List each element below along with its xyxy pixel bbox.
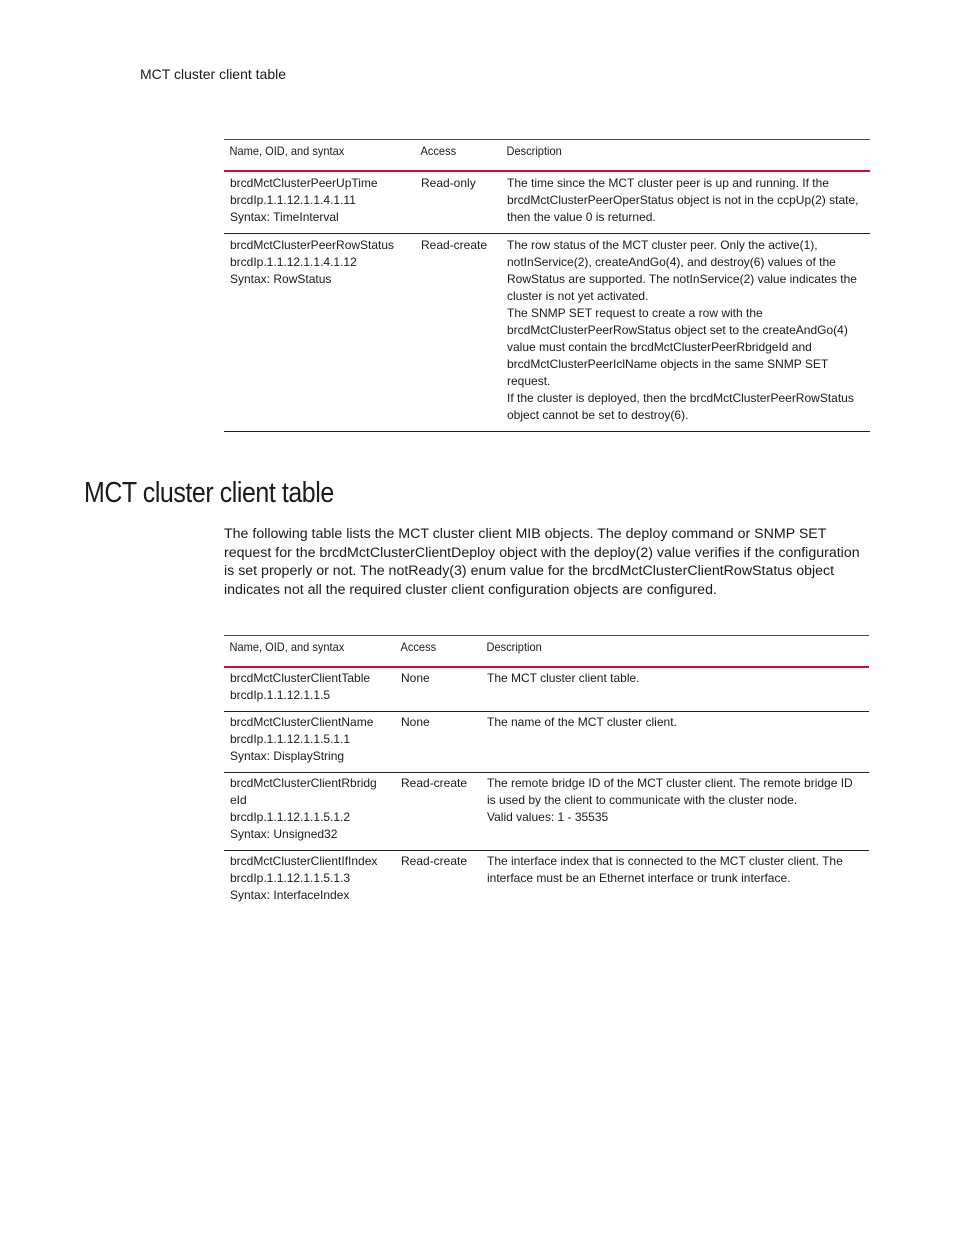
object-name: brcdMctClusterClientIfIndex [230,854,378,868]
table-header-row [224,636,869,668]
description-cell [481,773,869,851]
table-row [224,667,869,712]
access-cell: None [401,671,430,685]
column-header-access: Access [400,640,437,654]
object-syntax: Syntax: DisplayString [230,749,345,763]
table-row [224,712,869,773]
access-cell: Read-create [401,854,468,868]
column-header-name: Name, OID, and syntax [229,144,345,158]
name-cell [224,234,415,432]
column-header-description: Description [486,640,542,654]
description-text: The name of the MCT cluster client. [487,715,677,729]
description-text: The time since the MCT cluster peer is up and running. If the brcdMctClusterPeerOperStatus object is not in the ccpUp(2) state, then the value 0 is returned. [507,176,859,224]
name-cell [224,171,415,234]
column-header-description: Description [506,144,562,158]
object-name: brcdMctClusterPeerUpTime [230,176,378,190]
object-oid: brcdIp.1.1.12.1.1.5.1.3 [230,871,351,885]
object-oid: brcdIp.1.1.12.1.1.5.1.2 [230,810,351,824]
object-oid: brcdIp.1.1.12.1.1.4.1.12 [230,255,357,269]
table-row [224,773,869,851]
table-row [224,851,869,912]
object-name: brcdMctClusterClientTable [230,671,371,685]
object-syntax: Syntax: Unsigned32 [230,827,338,841]
object-oid: brcdIp.1.1.12.1.1.4.1.11 [230,193,356,207]
column-header-name: Name, OID, and syntax [229,640,345,654]
object-name: brcdMctClusterClientName [230,715,374,729]
name-cell [224,773,395,851]
name-cell [224,667,395,712]
table-row [224,171,870,234]
description-text: Valid values: 1 - 35535 [487,810,609,824]
description-text: The remote bridge ID of the MCT cluster client. The remote bridge ID is used by the client to communicate with the cluster node. [487,776,853,807]
object-oid: brcdIp.1.1.12.1.1.5.1.1 [230,732,351,746]
running-header: MCT cluster client table [140,66,287,82]
access-cell: Read-only [421,176,476,190]
column-header-access: Access [420,144,457,158]
access-cell: Read-create [401,776,468,790]
description-cell [501,234,870,432]
intro-paragraph [224,525,864,600]
object-syntax: Syntax: RowStatus [230,272,332,286]
section-title: MCT cluster client table [84,477,334,509]
table-row [224,234,870,432]
description-cell [481,712,869,773]
object-name: brcdMctClusterPeerRowStatus [230,238,395,252]
intro-text: command or SNMP SET request for the brcdMctClusterClientDeploy object with the deploy(2) value verifies if the configuration is set properly or not. The notReady(3) enum value for the brcdMctClusterClientRowStatus object indicates not all the required cluster client configuration objects are configured. [224,526,860,599]
description-text: The SNMP SET request to create a row with the brcdMctClusterPeerRowStatus object set to the createAndGo(4) value must contain the brcdMctClusterPeerRbridgeId and brcdMctClusterPeerIclName objects in the same SNMP SET request. [507,306,848,388]
object-oid: brcdIp.1.1.12.1.1.5 [230,688,331,702]
description-cell [481,851,869,912]
command-name: deploy [625,526,668,542]
access-cell: None [401,715,430,729]
object-name-continued: eId [230,793,247,807]
description-text: The row status of the MCT cluster peer. Only the active(1), notInService(2), createAndGo(4), and destroy(6) values of the RowStatus are supported. The notInService(2) value indicates the cluster is not yet activated. [507,238,857,303]
client-mib-table [224,635,869,911]
table-header-row [224,140,870,172]
object-syntax: Syntax: InterfaceIndex [230,888,350,902]
peer-mib-table [224,139,870,432]
name-cell [224,712,395,773]
object-syntax: Syntax: TimeInterval [230,210,339,224]
description-text: If the cluster is deployed, then the brcdMctClusterPeerRowStatus object cannot be set to destroy(6). [507,391,854,422]
object-name: brcdMctClusterClientRbridg [230,776,377,790]
description-text: The MCT cluster client table. [487,671,640,685]
description-cell [481,667,869,712]
intro-text: The following table lists the MCT cluster client MIB objects. The [224,526,626,542]
description-cell [501,171,870,234]
name-cell [224,851,395,912]
description-text: The interface index that is connected to the MCT cluster client. The interface must be an Ethernet interface or trunk interface. [487,854,843,885]
access-cell: Read-create [421,238,488,252]
